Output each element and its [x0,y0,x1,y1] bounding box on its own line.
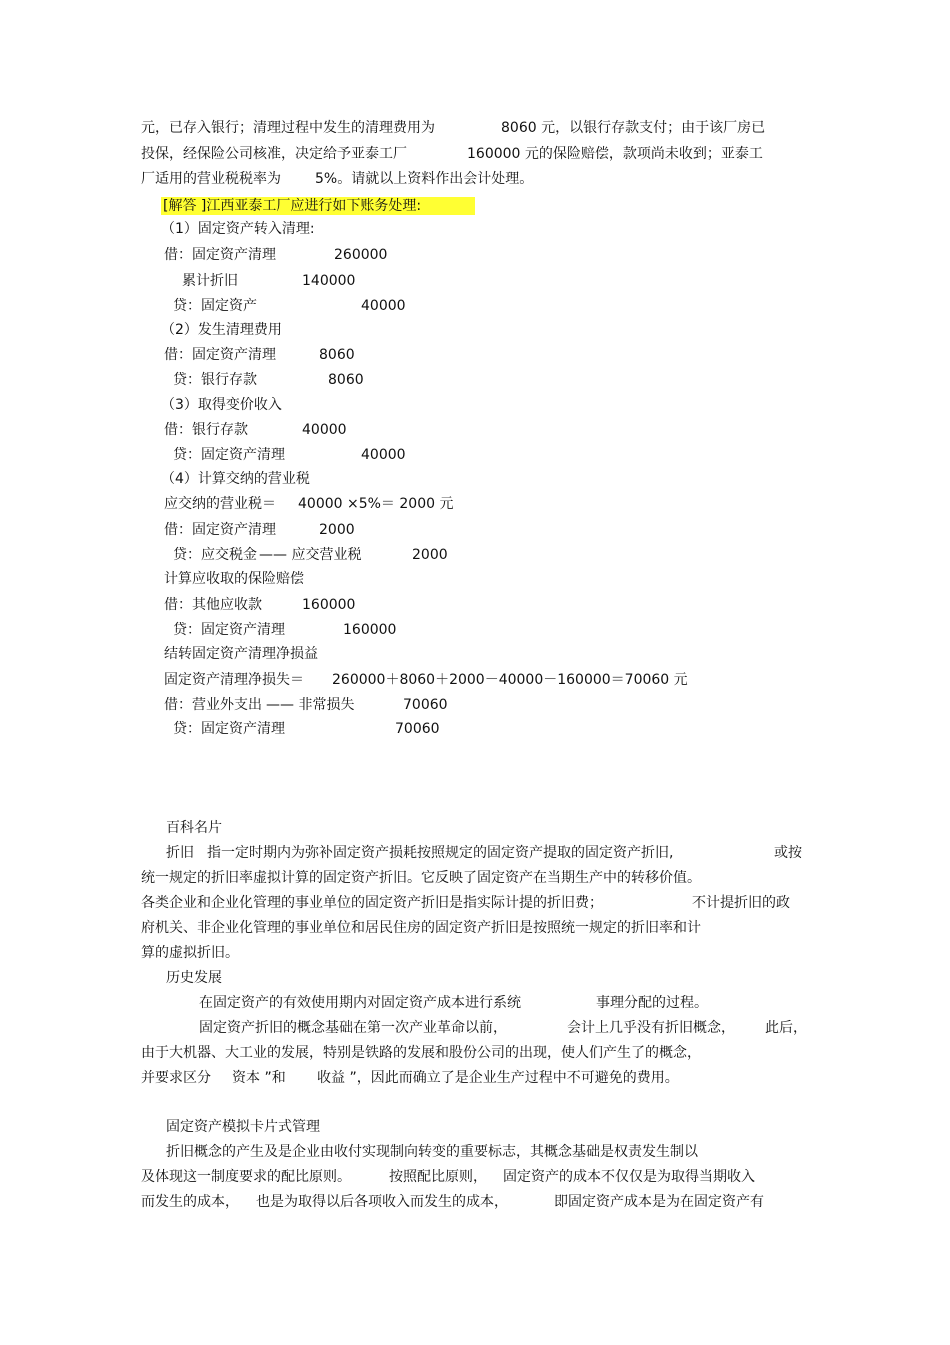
account-name: 贷：固定资产清理 [173,447,285,463]
account-name: 借：银行存款 [164,422,248,438]
text-segment: 由于大机器、大工业的发展，特别是铁路的发展和股份公司的出现，使人们产生了的概念， [141,1045,701,1061]
text-segment: 府机关、非企业化管理的事业单位和居民住房的固定资产折旧是按照统一规定的折旧率和计 [141,920,701,936]
text-segment: 收益 ”，因此而确立了是企业生产过程中不可避免的费用。 [317,1070,679,1086]
account-name: 借：固定资产清理 [164,247,276,263]
formula-label: 应交纳的营业税＝ [164,496,276,512]
section-title-text: 固定资产模拟卡片式管理 [166,1119,320,1135]
section-title-text: 百科名片 [166,820,222,836]
amount: 160000 [302,597,356,613]
text-segment: 折旧概念的产生及是企业由收付实现制向转变的重要标志，其概念基础是权责发生制以 [166,1144,698,1160]
text-segment: 厂适用的营业税税率为 [141,171,281,187]
amount: 160000 [343,622,397,638]
amount: 40000 [361,447,406,463]
text-segment: 会计上几乎没有折旧概念， [567,1020,735,1036]
formula-value: 260000＋8060＋2000－40000－160000＝70060 元 [332,672,688,688]
text-segment: 此后， [765,1020,807,1036]
answer-header [161,197,475,215]
text-segment: 160000 元的保险赔偿，款项尚未收到；亚泰工 [467,146,763,162]
account-name: 累计折旧 [182,273,238,289]
account-name: 借：其他应收款 [164,597,262,613]
account-name: 贷：固定资产清理 [173,721,285,737]
amount: 2000 [319,522,355,538]
text-segment: 固定资产的成本不仅仅是为取得当期收入 [503,1169,755,1185]
text-segment: 统一规定的折旧率虚拟计算的固定资产折旧。它反映了固定资产在当期生产中的转移价值。 [141,870,701,886]
amount: 8060 [328,372,364,388]
formula-label: 固定资产清理净损失＝ [164,672,304,688]
text-segment: 元，已存入银行；清理过程中发生的清理费用为 [141,120,435,136]
account-name: 借：固定资产清理 [164,347,276,363]
text-segment: 指一定时期内为弥补固定资产损耗按照规定的固定资产提取的固定资产折旧, [207,845,674,861]
text-segment: 各类企业和企业化管理的事业单位的固定资产折旧是指实际计提的折旧费； [141,895,603,911]
amount: 260000 [334,247,388,263]
sub-account: —— 应交营业税 [259,547,362,563]
sub-account: —— 非常损失 [266,697,355,713]
text-segment: 资本 ”和 [232,1070,286,1086]
text-segment: 在固定资产的有效使用期内对固定资产成本进行系统 [199,995,521,1011]
account-name: 贷：银行存款 [173,372,257,388]
text-segment: 投保，经保险公司核准，决定给予亚泰工厂 [141,146,407,162]
account-name: 贷：固定资产清理 [173,622,285,638]
section-title-text: 历史发展 [166,970,222,986]
amount: 70060 [395,721,440,737]
text-segment: 事理分配的过程。 [596,995,708,1011]
text-segment: 8060 元，以银行存款支付；由于该厂房已 [501,120,766,136]
step-heading: 结转固定资产清理净损益 [164,646,318,662]
account-name: 贷：应交税金 [173,547,257,563]
formula-value: 40000 ×5%＝ 2000 元 [298,496,454,512]
text-segment: 5%。请就以上资料作出会计处理。 [315,171,534,187]
step-heading: （4）计算交纳的营业税 [161,471,310,487]
text-segment: 算的虚拟折旧。 [141,945,239,961]
text-segment: 并要求区分 [141,1070,211,1086]
amount: 140000 [302,273,356,289]
amount: 70060 [403,697,448,713]
step-heading: （2）发生清理费用 [161,322,282,338]
text-segment: 按照配比原则， [389,1169,487,1185]
text-segment: 而发生的成本， [141,1194,239,1210]
amount: 40000 [302,422,347,438]
answer-header-text: [解答 ]江西亚泰工厂应进行如下账务处理: [161,197,475,215]
step-heading: （3）取得变价收入 [161,397,282,413]
text-segment: 固定资产折旧的概念基础在第一次产业革命以前， [199,1020,507,1036]
account-name: 贷：固定资产 [173,298,257,314]
text-segment: 或按 [774,845,802,861]
amount: 40000 [361,298,406,314]
amount: 2000 [412,547,448,563]
text-segment: 也是为取得以后各项收入而发生的成本， [256,1194,508,1210]
text-segment: 即固定资产成本是为在固定资产有 [554,1194,764,1210]
term: 折旧 [166,845,194,861]
step-heading: （1）固定资产转入清理: [161,221,315,237]
step-heading: 计算应收取的保险赔偿 [164,571,304,587]
text-segment: 及体现这一制度要求的配比原则。 [141,1169,351,1185]
account-name: 借：营业外支出 [164,697,262,713]
text-segment: 不计提折旧的政 [692,895,790,911]
amount: 8060 [319,347,355,363]
account-name: 借：固定资产清理 [164,522,276,538]
